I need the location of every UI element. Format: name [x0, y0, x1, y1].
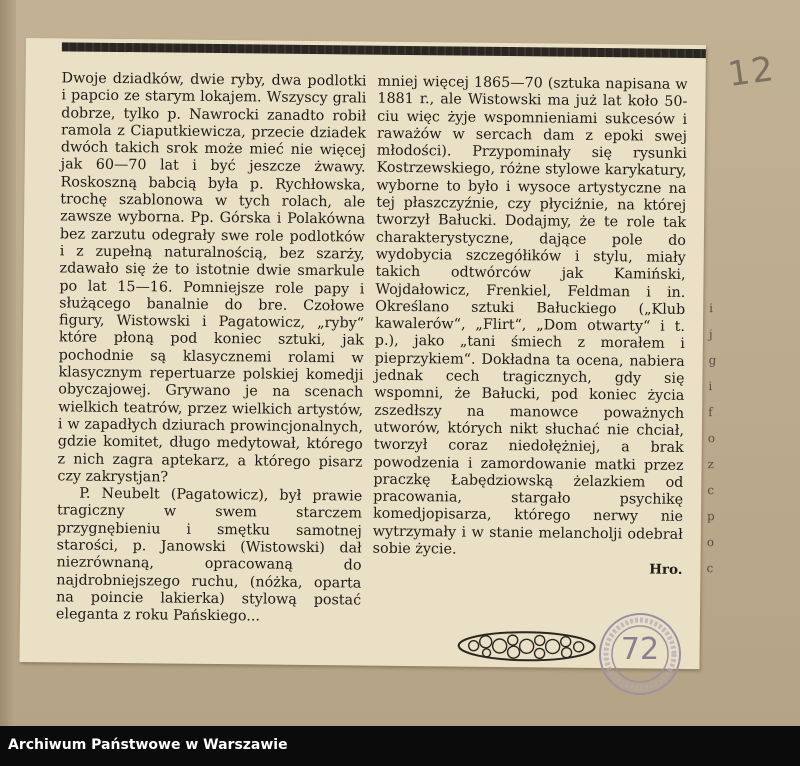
ornament-divider-icon: [455, 629, 597, 664]
article-column-right: [372, 74, 687, 580]
pencil-page-number: 12: [725, 48, 778, 96]
article-paragraph: Dwoje dziadków, dwie ryby, dwa podlotki i papcio ze starym lokajem. Wszyscy grali dobrze, tylko p. Nawrocki zanadto robił ramola z Ciaputkiewicza, przecie dziadek dwóch takich srok może mieć nie więcej jak 60—70 lat i być jeszcze żwawy. Roskoszną babcią była p. Rychłowska, trochę szablonowa w tych rolach, ale zawsze wyborna. Pp. Górska i Polakówna bez zarzutu odegrały swe role podlotków i z zupełną naturalnością, bez szarży, zdawało się że to istotnie dwie smarkule po lat 15—16. Pomniejsze role papy i służącego banalnie do bre. Czołowe figury, Wistowski i Pagatowicz, „ryby“ które płoną pod koniec sztuki, jak pochodnie są klasycznemi rolami w klasycznym repertuarze polskiej komedji obyczajowej. Grywano je na scenach wielkich teatrów, przez wielkich artystów, i w zapadłych dziurach prowincjonalnych, gdzie komitet, długo medytował, którego z nich zagra aptekarz, a którego pisarz czy zakrystjan?: [57, 70, 367, 486]
stamp-number: 72: [620, 632, 660, 667]
side-margin-mark: f: [708, 405, 713, 420]
archive-label: Archiwum Państwowe w Warszawie: [8, 737, 288, 753]
archive-footer-bar: [0, 726, 800, 766]
board-edge: [0, 0, 16, 726]
side-margin-mark: i: [708, 379, 713, 394]
article-paragraph: mniej więcej 1865—70 (sztuka napisana w 1881 r., ale Wistowski ma już lat koło 50-ciu więc żyje wspomnieniami sukcesów i raważów w sercach dam z epoki swej młodości). Przypominały się rysunki Kostrzewskiego, różne stylowe karykatury, wyborne to było i wysoce artystyczne na tej płaszczyźnie, czy płyciźnie, na której tworzył Bałucki. Dodajmy, że te role tak charakterystyczne, dające pole do wydobycia szczegółików i stylu, miały takich odtwórców jak Kamiński, Wojdałowicz, Frenkiel, Feldman i in. Określano sztuki Bałuckiego („Klub kawalerów“, „Flirt“, „Dom otwarty“ i t. p.), jako „tani śmiech z morałem i pieprzykiem“. Dokładna ta ocena, nabiera jednak cech tragicznych, gdy się wspomni, że Bałucki, pod koniec życia zszedłszy na manowce poważnych utworów, których nikt słuchać nie chciał, tworzył coraz niedołężniej, a brak powodzenia i zamordowanie matki przez praczkę Łabędziowską żelazkiem od pracowania, stargało psychikę komedjopisarza, którego nerwy nie wytrzymały i w stanie melancholji odebrał sobie życie.: [372, 73, 688, 558]
side-margin-mark: c: [706, 561, 714, 576]
side-margin-mark: p: [706, 509, 715, 524]
side-margin-marks: [706, 295, 723, 581]
side-margin-mark: g: [708, 353, 717, 368]
side-margin-mark: j: [708, 327, 713, 342]
newspaper-clipping: [19, 38, 717, 669]
article-column-left: [56, 70, 367, 627]
article-paragraph: P. Neubelt (Pagatowicz), był prawie tragiczny w swem starczem przygnębieniu i smętku samotnej starości, p. Janowski (Wistowski) dał niezrównaną, opracowaną do najdrobniejszego ruchu, (nóżka, oparta na poincie lakierka) stylową postać eleganta z roku Pańskiego...: [55, 485, 363, 625]
author-signature: Hro.: [649, 561, 683, 579]
header-rule: [62, 42, 706, 58]
side-margin-mark: i: [709, 301, 714, 316]
side-margin-mark: o: [707, 431, 716, 446]
side-margin-mark: o: [706, 535, 715, 550]
side-margin-mark: z: [707, 457, 714, 472]
archive-stamp: [596, 610, 684, 698]
side-margin-mark: c: [707, 483, 715, 498]
